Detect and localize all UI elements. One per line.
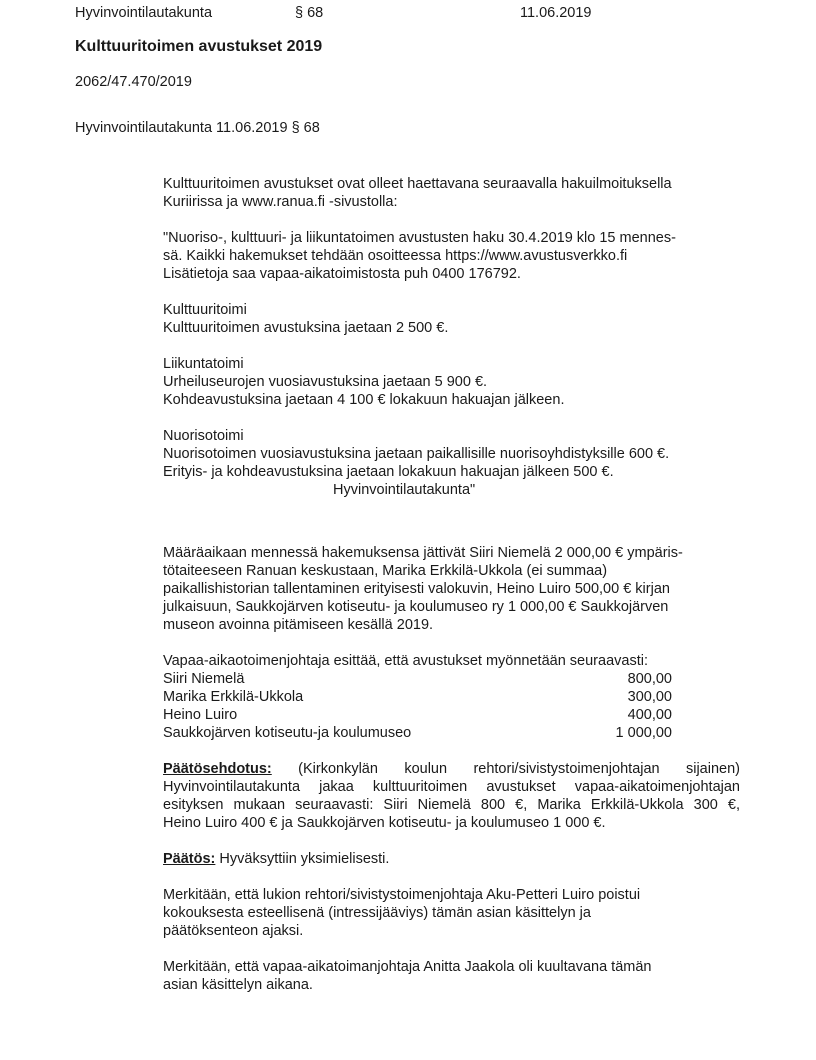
decision-text: Hyväksyttiin yksimielisesti.: [219, 851, 390, 867]
allocation-name: Marika Erkkilä-Ukkola: [163, 689, 304, 705]
decision-proposal-line: esityksen mukaan seuraavasti: Siiri Niemelä 800 €, Marika Erkkilä-Ukkola 300 €,: [163, 797, 740, 813]
text-line: sä. Kaikki hakemukset tehdään osoitteessa https://www.avustusverkko.fi: [163, 248, 628, 264]
applications-paragraph: [163, 544, 740, 634]
text-line: Erityis- ja kohdeavustuksina jaetaan lokakuun hakuajan jälkeen 500 €.: [163, 464, 614, 480]
allocation-amount: 800,00: [627, 671, 672, 687]
document-page: [0, 4, 816, 1060]
text-line: Kuriirissa ja www.ranua.fi -sivustolla:: [163, 194, 398, 210]
note-hearing-paragraph: [163, 958, 740, 994]
text-line: asian käsittelyn aikana.: [163, 977, 313, 993]
text-line: kokouksesta esteellisenä (intressijääviys) tämän asian käsittelyn ja: [163, 905, 591, 921]
decision-proposal-line: Heino Luiro 400 € ja Saukkojärven kotiseutu- ja koulumuseo 1 000 €.: [163, 815, 606, 831]
allocation-name: Heino Luiro: [163, 707, 238, 723]
decision-line: [163, 850, 740, 868]
decision-proposal-line: [163, 760, 740, 778]
text-line: Liikuntatoimi: [163, 356, 244, 372]
page-header: [75, 4, 741, 22]
header-committee: Hyvinvointilautakunta: [75, 5, 213, 21]
proposal-intro: Vapaa-aikaotoimenjohtaja esittää, että avustukset myönnetään seuraavasti:: [163, 653, 648, 669]
allocation-block: [163, 652, 740, 742]
text-line: julkaisuun, Saukkojärven kotiseutu- ja koulumuseo ry 1 000,00 € Saukkojärven: [163, 599, 669, 615]
text-line: Määräaikaan mennessä hakemuksensa jättivät Siiri Niemelä 2 000,00 € ympäris-: [163, 545, 683, 561]
decision-label: Päätös:: [163, 851, 216, 867]
allocation-amount: 1 000,00: [615, 725, 672, 741]
text-line: "Nuoriso-, kulttuuri- ja liikuntatoimen avustusten haku 30.4.2019 klo 15 mennes-: [163, 230, 676, 246]
decision-proposal-line: Hyvinvointilautakunta jakaa kulttuuritoimen avustukset vapaa-aikatoimenjohtajan: [163, 779, 740, 795]
culture-section: [163, 301, 740, 337]
header-date: 11.06.2019: [520, 5, 592, 21]
intro-paragraph: [163, 175, 740, 211]
subheader: Hyvinvointilautakunta 11.06.2019 § 68: [75, 120, 320, 136]
document-body: [163, 175, 740, 994]
text-line: Lisätietoja saa vapaa-aikatoimistosta puh 0400 176792.: [163, 266, 521, 282]
text-line: tötaiteeseen Ranuan keskustaan, Marika Erkkilä-Ukkola (ei summaa): [163, 563, 608, 579]
allocation-name: Saukkojärven kotiseutu-ja koulumuseo: [163, 725, 412, 741]
decision-proposal-paragraph: [163, 760, 740, 832]
decision-proposal-label: Päätösehdotus:: [163, 761, 272, 777]
allocation-row: [163, 670, 672, 688]
text-line: Kohdeavustuksina jaetaan 4 100 € lokakuun hakuajan jälkeen.: [163, 392, 565, 408]
text-line: Kulttuuritoimen avustukset ovat olleet haettavana seuraavalla hakuilmoituksella: [163, 176, 672, 192]
text-line: Kulttuuritoimi: [163, 302, 247, 318]
text-line: paikallishistorian tallentaminen erityisesti valokuvin, Heino Luiro 500,00 € kirjan: [163, 581, 670, 597]
text-line: museon avoinna pitämiseen kesällä 2019.: [163, 617, 434, 633]
allocation-name: Siiri Niemelä: [163, 671, 245, 687]
allocation-row: [163, 724, 672, 742]
text-line: Merkitään, että vapaa-aikatoimanjohtaja Anitta Jaakola oli kuultavana tämän: [163, 959, 652, 975]
allocation-row: [163, 706, 672, 724]
header-section-mark: § 68: [295, 5, 324, 21]
allocation-row: [163, 688, 672, 706]
decision-proposal-line1: (Kirkonkylän koulun rehtori/sivistystoimenjohtajan sijainen): [298, 761, 740, 777]
text-line: Merkitään, että lukion rehtori/sivistystoimenjohtaja Aku-Petteri Luiro poistui: [163, 887, 641, 903]
page-title: Kulttuuritoimen avustukset 2019: [75, 38, 323, 55]
youth-section-lines: [163, 427, 740, 481]
youth-section: [163, 427, 740, 499]
announcement-paragraph: [163, 229, 740, 283]
text-line: päätöksenteon ajaksi.: [163, 923, 304, 939]
text-line: Nuorisotoimi: [163, 428, 244, 444]
text-line: Kulttuuritoimen avustuksina jaetaan 2 500 €.: [163, 320, 449, 336]
allocation-amount: 300,00: [627, 689, 672, 705]
quote-signature: Hyvinvointilautakunta": [333, 482, 476, 498]
text-line: Nuorisotoimen vuosiavustuksina jaetaan paikallisille nuorisoyhdistyksille 600 €.: [163, 446, 670, 462]
text-line: Urheiluseurojen vuosiavustuksina jaetaan 5 900 €.: [163, 374, 488, 390]
sports-section: [163, 355, 740, 409]
note-conflict-paragraph: [163, 886, 740, 940]
allocation-amount: 400,00: [627, 707, 672, 723]
case-number: 2062/47.470/2019: [75, 74, 192, 90]
